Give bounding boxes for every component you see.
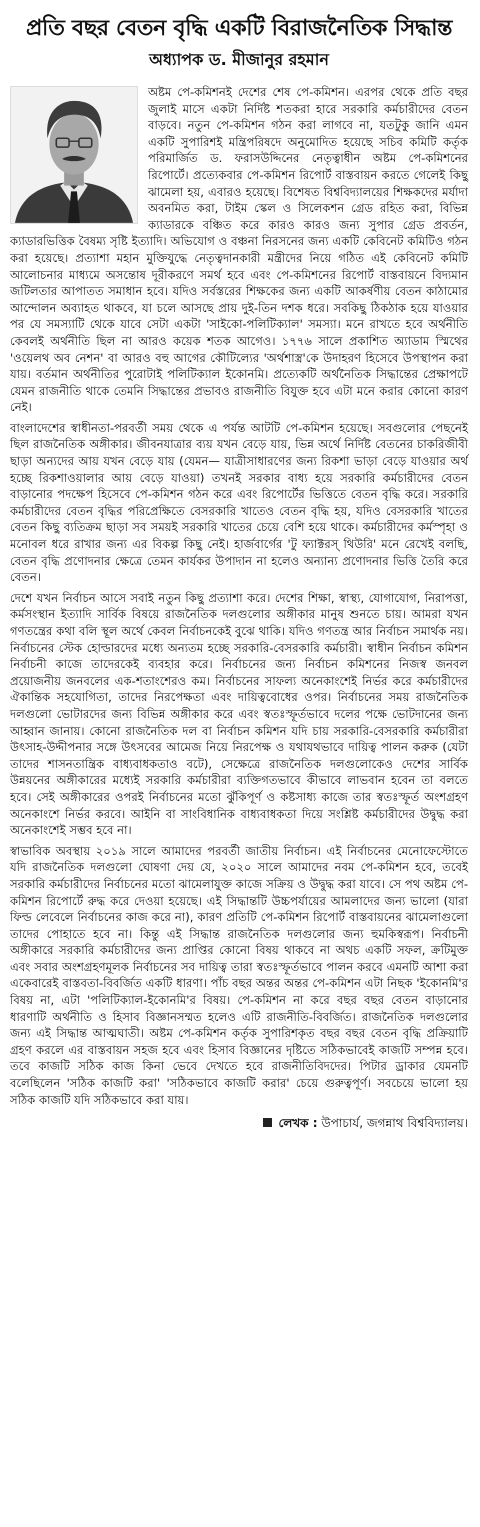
- paragraph: বাংলাদেশের স্বাধীনতা-পরবর্তী সময় থেকে এ পর্যন্ত আটটি পে-কমিশন হয়েছে। সবগুলোর পেছনেই ছিল রাজনৈতিক অঙ্গীকার। জীবনযাত্রার ব্যয় যখন বেড়ে যায়, ভিন্ন অর্থে নির্দিষ্ট বেতনের চাকরিজীবী ছাড়া অন্যদের আয় যখন বেড়ে যায় (যেমন— যাত্রীসাধারণের জন্য রিকশা ভাড়া বেড়ে যাওয়ার অর্থ হচ্ছে রিকশাওয়ালার আয় বেড়ে যাওয়া) তখনই সরকার বাধ্য হয়ে সরকারি কর্মচারীদের বেতন বাড়ানোর পদক্ষেপ হিসেবে পে-কমিশন গঠন করে এবং রিপোর্টের ভিত্তিতে বেতন বৃদ্ধি করে। সরকারি কর্মচারীদের বেতন বৃদ্ধির পরিপ্রেক্ষিতে বেসরকারি খাতেও বেতন বৃদ্ধি হয়, যদিও বেসরকারি খাতের বেতন কিছু ব্যতিক্রম ছাড়া সব সময়ই সরকারি খাতের চেয়ে বেশি হয়ে থাকে। কর্মচারীদের কর্মস্পৃহা ও মনোবল ধরে রাখার জন্য এর বিকল্প কিছু নেই। হার্জবার্গের 'টু ফ্যাক্টরস্ থিউরি' মনে রেখেই বলছি, বেতন বৃদ্ধি প্রণোদনার ক্ষেত্রে তেমন কার্যকর উপাদান না হলেও অন্যান্য প্রণোদনার ভিত্তি তৈরি করে বেতন।: [10, 420, 468, 585]
- headline: প্রতি বছর বেতন বৃদ্ধি একটি বিরাজনৈতিক সিদ্ধান্ত: [25, 16, 453, 41]
- paragraph: স্বাভাবিক অবস্থায় ২০১৯ সালে আমাদের পরবর্তী জাতীয় নির্বাচন। এই নির্বাচনের মেনোফেস্টোতে যদি রাজনৈতিক দলগুলো ঘোষণা দেয় যে, ২০২০ সালে আমাদের নবম পে-কমিশন হবে, তবেই সরকারি কর্মচারীদের নির্বাচনের মতো ঝামেলাযুক্ত কাজে সক্রিয় ও উদ্বুদ্ধ করা যাবে। সে পথ অষ্টম পে-কমিশন রিপোর্টে রুদ্ধ করে দেওয়া হয়েছে। এই সিদ্ধান্তটি উচ্চপর্যায়ের আমলাদের জন্য ভালো (যারা ফিল্ড লেবেলে নির্বাচনের কাজ করে না), কারণ প্রতিটি পে-কমিশন রিপোর্ট বাস্তবায়নের ঝামেলাগুলো তাদের পোহাতে হবে না। কিন্তু এই সিদ্ধান্ত রাজনৈতিক দলগুলোর জন্য হুমকিস্বরূপ। নির্বাচনী অঙ্গীকারে সরকারি কর্মচারীদের জন্য প্রাপ্তির কোনো বিষয় থাকবে না অথচ একটি সফল, ক্রটিমুক্ত এবং সবার অংশগ্রহণমূলক নির্বাচনের সব দায়িত্ব তারা স্বতঃস্ফূর্তভাবে পালন করবে এমনটি আশা করা একেবারেই বাস্তবতা-বিবর্জিত একটি ধারণা। পাঁচ বছর অন্তর অন্তর পে-কমিশন এটা নিছক 'ইকোনমি'র বিষয় না, এটা 'পলিটিক্যাল-ইকোনমি'র বিষয়। পে-কমিশন না করে বছর বছর বেতন বাড়ানোর ধারণাটি অর্থনীতি ও হিসাব বিজ্ঞানসম্মত হলেও এটি রাজনীতি-বিবর্জিত। রাজনৈতিক দলগুলোর জন্য এই সিদ্ধান্ত আত্মঘাতী। অষ্টম পে-কমিশন কর্তৃক সুপারিশকৃত বছর বছর বেতন বৃদ্ধি প্রক্রিয়াটি গ্রহণ করলে এর বাস্তবায়ন সহজ হবে এবং হিসাব বিজ্ঞানের দৃষ্টিতে সঠিকভাবেই কাজটি সম্পন্ন হবে। তবে কাজটি সঠিক কাজ কিনা ভেবে দেখতে হবে রাজনীতিবিদদের। পিটার ড্রাকার যেমনটি বলেছিলেন 'সঠিক কাজটি করা' 'সঠিকভাবে কাজটি করার' চেয়ে গুরুত্বপূর্ণ। সবচেয়ে ভালো হয় সঠিক কাজটি যদি সঠিকভাবে করা যায়।: [10, 843, 468, 1107]
- author-credit: [10, 1114, 468, 1132]
- paragraph: অষ্টম পে-কমিশনই দেশের শেষ পে-কমিশন। এরপর থেকে প্রতি বছর জুলাই মাসে একটা নির্দিষ্ট শতকরা হারে সরকারি কর্মচারীদের বেতন বাড়বে। নতুন পে-কমিশন গঠন করা লাগবে না, যতটুকু জানি এমন একটি সুপারিশই মন্ত্রিপরিষদে অনুমোদিত হয়েছে সচিব কমিটি কর্তৃক পরিমার্জিত ড. ফরাসউদ্দিনের নেতৃত্বাধীন অষ্টম পে-কমিশনের রিপোর্টে। প্রত্যেকবার পে-কমিশন রিপোর্ট বাস্তবায়ন করতে গেলেই কিছু ঝামেলা হয়, এবারও হয়েছে। বিশেষত বিশ্ববিদ্যালয়ের শিক্ষকদের মর্যাদা অবনমিত করা, টাইম স্কেল ও সিলেকশন গ্রেড রহিত করা, বিভিন্ন ক্যাডারকে বঞ্চিত করে কারও কারও জন্য সুপার গ্রেড প্রবর্তন, ক্যাডারভিত্তিক বৈষম্য সৃষ্টি ইত্যাদি। অভিযোগ ও বঞ্চনা নিরসনের জন্য একটি কেবিনেট কমিটিও গঠন করা হয়েছে। প্রত্যাশা মহান মুক্তিযুদ্ধে নেতৃত্বদানকারী মন্ত্রীদের নিয়ে গঠিত এই কেবিনেট কমিটি আলোচনার মাধ্যমে অসন্তোষ দূরীকরণে সমর্থ হবে এবং পে-কমিশনের রিপোর্ট বাস্তবায়নে বিদ্যমান জটিলতার আপাতত সমাধান হবে। যদিও সর্বস্তরের শিক্ষকের জন্য একটি আকর্ষণীয় বেতন কাঠামোর আন্দোলন অব্যাহত থাকবে, যা চলে আসছে প্রায় দুই-তিন দশক ধরে। সবকিছু ঠিকঠাক হয়ে যাওয়ার পর যে সমস্যাটি থেকে যাবে সেটা একটা 'সাইকো-পলিটিক্যাল' সমস্যা। মনে রাখতে হবে অর্থনীতি কেবলই অর্থনীতি ছিল না আরও কয়েক শতক আগেও। ১৭৭৬ সালে প্রকাশিত অ্যাডাম স্মিথের 'ওয়েলথ অব নেশন' বা আরও বহু আগের কৌটিল্যের 'অর্থশাস্ত্র'কে উদাহরণ হিসেবে উপস্থাপন করা যায়। বর্তমান অর্থনীতির পুরোটাই পলিটিক্যাল ইকোনমি। প্রত্যেকটি অর্থনৈতিক সিদ্ধান্তের প্রেক্ষাপটে যেমন রাজনীতি থাকে তেমনি সিদ্ধান্তের প্রভাবও রাজনীতি বিযুক্ত হবে এটা মনে করার কোনো কারণ নেই।: [10, 85, 468, 415]
- byline: অধ্যাপক ড. মীজানুর রহমান: [149, 50, 329, 69]
- article-body: [10, 84, 468, 1132]
- author-photo: [10, 86, 138, 224]
- credit-text: উপাচার্য, জগন্নাথ বিশ্ববিদ্যালয়।: [321, 1116, 468, 1131]
- bullet-square-icon: [263, 1118, 272, 1127]
- paragraph: দেশে যখন নির্বাচন আসে সবাই নতুন কিছু প্রত্যাশা করে। দেশের শিক্ষা, স্বাস্থ্য, যোগাযোগ, নিরাপত্তা, কর্মসংস্থান ইত্যাদি সার্বিক বিষয়ে রাজনৈতিক দলগুলোর অঙ্গীকার মানুষ শুনতে চায়। আমরা যখন গণতন্ত্রের কথা বলি স্থূল অর্থে কেবল নির্বাচনকেই বুঝে থাকি। যদিও গণতন্ত্র আর নির্বাচন সমার্থক নয়। নির্বাচনের স্টেক হোল্ডারদের মধ্যে অন্যতম হচ্ছে সরকারি-বেসরকারি কর্মচারী। স্বাধীন নির্বাচন কমিশন নির্বাচনী কাজে তাদেরকেই ব্যবহার করে। নির্বাচনের জন্য নির্বাচন কমিশনের নিজস্ব জনবল প্রয়োজনীয় জনবলের এক-শতাংশেরও কম। নির্বাচনের সাফল্য অনেকাংশেই নির্ভর করে কর্মচারীদের ঐকান্তিক সহযোগিতা, তাদের নিরপেক্ষতা এবং দায়িত্ববোধের ওপর। নির্বাচনের সময় রাজনৈতিক দলগুলো ভোটারদের জন্য বিভিন্ন অঙ্গীকার করে এবং স্বতঃস্ফূর্তভাবে দলের পক্ষে ভোটদানের জন্য আহ্বান জানায়। কোনো রাজনৈতিক দল বা নির্বাচন কমিশন যদি চায় সরকারি-বেসরকারি কর্মচারীরা উৎসাহ-উদ্দীপনার সঙ্গে উৎসবের আমেজ নিয়ে নিরপেক্ষ ও যথাযথভাবে দায়িত্ব পালন করুক (যেটা তাদের শাসনতান্ত্রিক বাধ্যবাধকতাও বটে), সেক্ষেত্রে রাজনৈতিক দলগুলোকেও দেশের সার্বিক উন্নয়নের অঙ্গীকারের মধ্যেই সরকারি কর্মচারীরা ব্যক্তিগতভাবে কীভাবে লাভবান হবেন তা বলতে হবে। সেই অঙ্গীকারের ওপরই নির্বাচনের মতো ঝুঁকিপূর্ণ ও কষ্টসাধ্য কাজে তার স্বতঃস্ফূর্ত অংশগ্রহণ অনেকাংশে নির্ভর করবে। আইনি বা সাংবিধানিক বাধ্যবাধকতা দিয়ে সংশ্লিষ্ট কর্মচারীদের উদ্বুদ্ধ করা অনেকাংশেই সম্ভব হবে না।: [10, 590, 468, 838]
- credit-label: লেখক :: [278, 1116, 318, 1131]
